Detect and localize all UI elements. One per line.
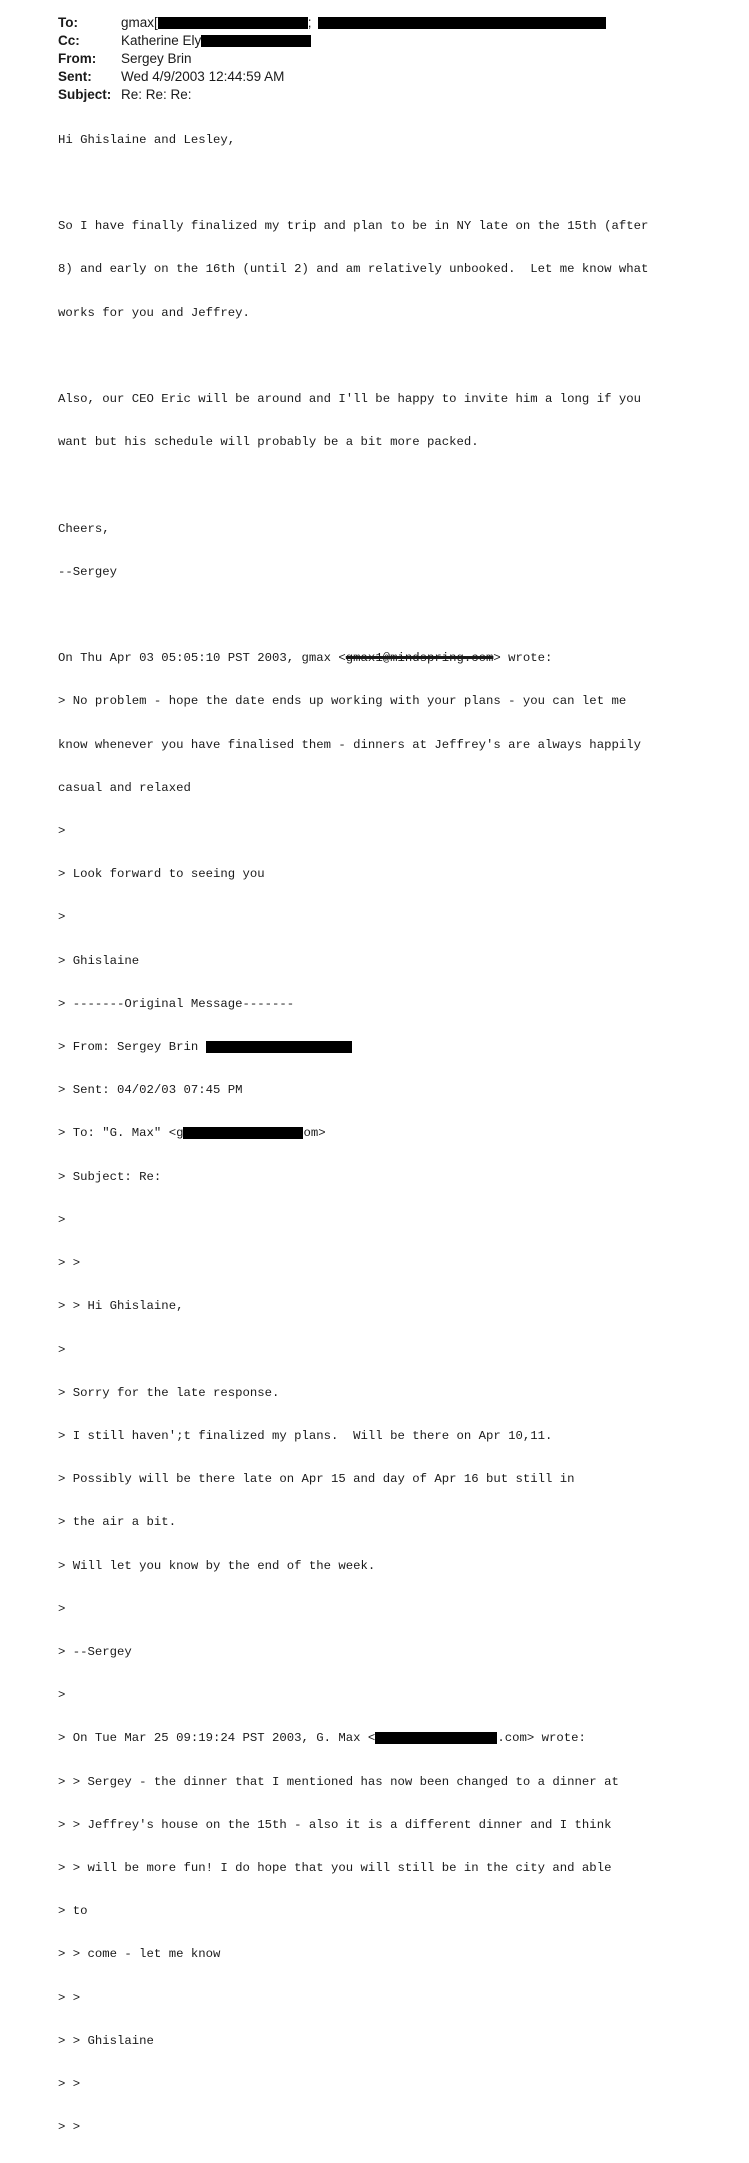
to-value: gmax[ (121, 15, 158, 30)
greeting: Hi Ghislaine and Lesley, (58, 132, 236, 147)
closing: Cheers, (58, 521, 110, 536)
subject-label: Subject: (58, 87, 112, 102)
body-text: want but his schedule will probably be a bit more packed. (58, 435, 479, 450)
quoted-line: > Possibly will be there late on Apr 15 and day of Apr 16 but still in (58, 1472, 575, 1487)
from-value: Sergey Brin (121, 51, 192, 66)
redaction-block (206, 1041, 352, 1053)
quoted-line (58, 1731, 648, 1745)
quoted-text: > From: Sergey Brin (58, 1040, 206, 1055)
redaction-block (158, 17, 308, 29)
redaction-block (318, 17, 606, 29)
quoted-line: > (58, 1601, 66, 1616)
to-separator: ; (307, 15, 312, 30)
cc-label: Cc: (58, 33, 80, 48)
email-header (58, 14, 606, 104)
body-text: Also, our CEO Eric will be around and I'll be happy to invite him a long if you (58, 392, 641, 407)
quoted-line: > > Hi Ghislaine, (58, 1299, 184, 1314)
quoted-line: > (58, 1342, 66, 1357)
quote-intro-text: On Thu Apr 03 05:05:10 PST 2003, gmax < (58, 651, 346, 666)
cc-value: Katherine Ely (121, 33, 202, 48)
quoted-line: > Look forward to seeing you (58, 867, 265, 882)
from-row (58, 50, 606, 68)
quoted-line: > > Jeffrey's house on the 15th - also it is a different dinner and I think (58, 1817, 612, 1832)
from-label: From: (58, 51, 97, 66)
quoted-line: > > (58, 2120, 81, 2135)
quoted-line (58, 1040, 648, 1054)
quoted-line: > Subject: Re: (58, 1169, 162, 1184)
quote-intro-text: > wrote: (493, 651, 553, 666)
quoted-line: > to (58, 1904, 88, 1919)
quoted-text: .com> wrote: (497, 1731, 586, 1746)
redaction-block (201, 35, 311, 47)
quoted-line: > > (58, 1990, 81, 2005)
struck-email: gmax1@mindspring.com (345, 651, 494, 666)
quoted-line: > Sorry for the late response. (58, 1385, 280, 1400)
quoted-line: > No problem - hope the date ends up working with your plans - you can let me (58, 694, 627, 709)
quoted-line: > --Sergey (58, 1644, 132, 1659)
quoted-line: > > (58, 2076, 81, 2091)
quoted-line: > (58, 1688, 66, 1703)
quoted-text: om> (303, 1126, 326, 1141)
quoted-text: > On Tue Mar 25 09:19:24 PST 2003, G. Max < (58, 1731, 376, 1746)
body-text: works for you and Jeffrey. (58, 305, 250, 320)
signature: --Sergey (58, 564, 118, 579)
body-text: So I have finally finalized my trip and plan to be in NY late on the 15th (after (58, 219, 649, 234)
redaction-block (183, 1127, 303, 1139)
cc-row (58, 32, 606, 50)
body-text: 8) and early on the 16th (until 2) and am relatively unbooked. Let me know what (58, 262, 649, 277)
quoted-line: > (58, 824, 66, 839)
email-body (58, 104, 648, 2163)
quoted-line: casual and relaxed (58, 780, 191, 795)
quoted-line: > > (58, 1256, 81, 1271)
quoted-line: > Ghislaine (58, 953, 140, 968)
quoted-line: > > Sergey - the dinner that I mentioned has now been changed to a dinner at (58, 1774, 619, 1789)
quoted-line: > -------Original Message------- (58, 996, 295, 1011)
quoted-line: > (58, 1212, 66, 1227)
sent-row (58, 68, 606, 86)
quoted-line: > (58, 910, 66, 925)
quote-intro (58, 651, 648, 665)
quoted-line: > Sent: 04/02/03 07:45 PM (58, 1083, 243, 1098)
quoted-line: > the air a bit. (58, 1515, 177, 1530)
redaction-block (375, 1732, 497, 1744)
to-label: To: (58, 15, 78, 30)
quoted-text: > To: "G. Max" <g (58, 1126, 184, 1141)
subject-row (58, 86, 606, 104)
quoted-line: > I still haven';t finalized my plans. Will be there on Apr 10,11. (58, 1428, 553, 1443)
quoted-line: > > come - let me know (58, 1947, 221, 1962)
sent-label: Sent: (58, 69, 92, 84)
subject-value: Re: Re: Re: (121, 87, 192, 102)
to-row (58, 14, 606, 32)
blank-line (58, 608, 648, 622)
quoted-line: know whenever you have finalised them - dinners at Jeffrey's are always happily (58, 737, 641, 752)
blank-line (58, 349, 648, 363)
quoted-line: > Will let you know by the end of the week. (58, 1558, 376, 1573)
quoted-line: > > will be more fun! I do hope that you will still be in the city and able (58, 1860, 612, 1875)
blank-line (58, 176, 648, 190)
quoted-line (58, 1126, 648, 1140)
blank-line (58, 478, 648, 492)
quoted-line: > > Ghislaine (58, 2033, 154, 2048)
sent-value: Wed 4/9/2003 12:44:59 AM (121, 69, 285, 84)
